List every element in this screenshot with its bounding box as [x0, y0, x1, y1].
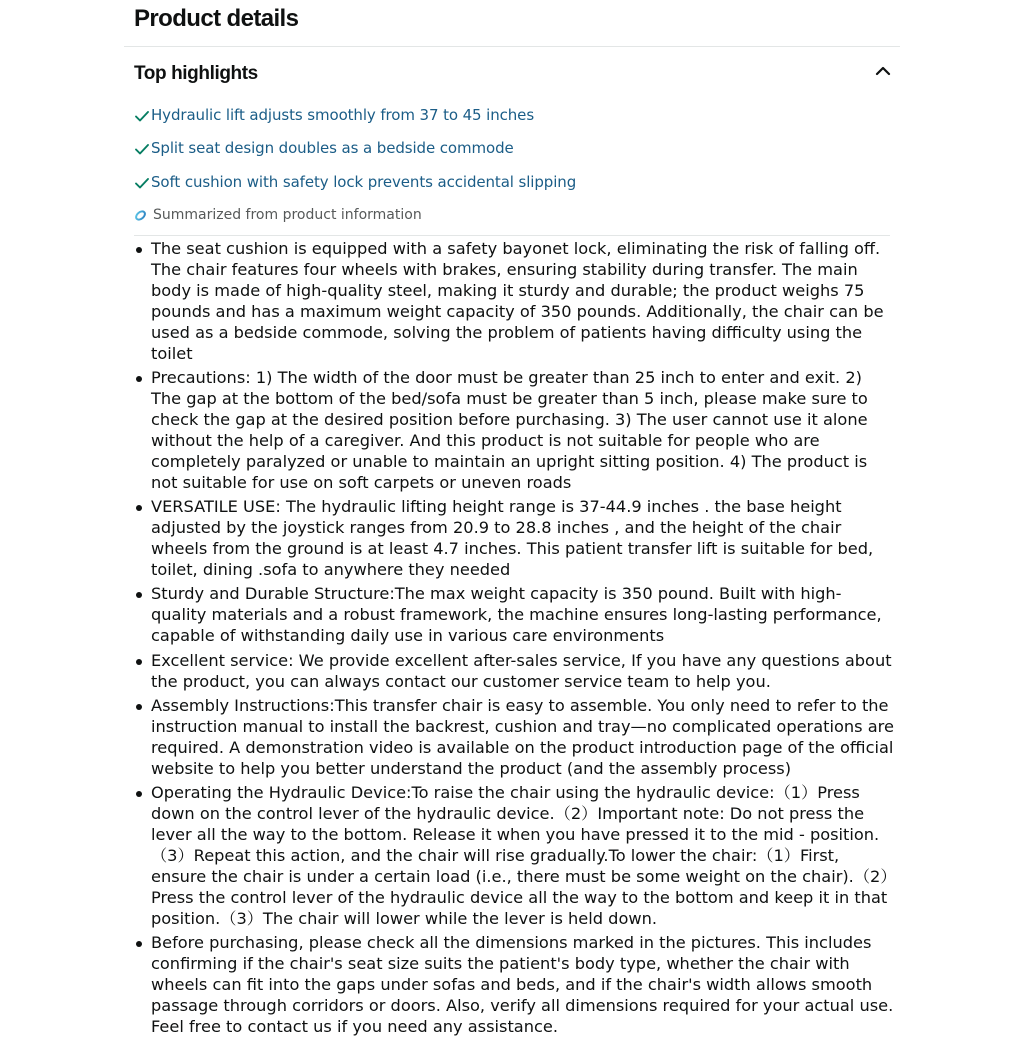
feature-bullet-text: The seat cushion is equipped with a safety bayonet lock, eliminating the risk of falling off. The chair features four wheels with brakes, ensuring stability during transfer. The main body is made of high-quality steel, making it sturdy and durable; the product weighs 75 pounds and has a maximum weight capacity of 350 pounds. Additionally, the chair can be used as a bedside commode, solving the problem of patients having difficulty using the toilet [151, 239, 884, 363]
highlight-item [134, 137, 894, 170]
checkmark-icon [134, 108, 150, 124]
highlight-text: Split seat design doubles as a bedside commode [151, 139, 514, 158]
top-highlights-toggle[interactable] [134, 60, 894, 90]
page-title: Product details [134, 5, 299, 32]
feature-bullet-text: Assembly Instructions:This transfer chair is easy to assemble. You only need to refer to the instruction manual to install the backrest, cushion and tray—no complicated operations are required. A demonstration video is available on the product introduction page of the official website to help you better understand the product (and the assembly process) [151, 696, 894, 778]
bullet-dot [136, 247, 142, 253]
feature-bullet [134, 933, 894, 1038]
feature-bullet [134, 696, 894, 780]
bullet-dot [136, 376, 142, 382]
top-highlights-title: Top highlights [134, 63, 258, 84]
feature-bullet-text: Sturdy and Durable Structure:The max weight capacity is 350 pound. Built with high-quality materials and a robust framework, the machine ensures long-lasting performance, capable of withstanding daily use in various care environments [151, 584, 882, 646]
feature-bullet-text: Operating the Hydraulic Device:To raise the chair using the hydraulic device:（1）Press down on the control lever of the hydraulic device.（2）Important note: Do not press the lever all the way to the bottom. Release it when you have pressed it to the mid - position.（3）Repeat this action, and the chair will rise gradually.To lower the chair:（1）First, ensure the chair is under a certain load (i.e., there must be some weight on the chair).（2）Press the control lever of the hydraulic device all the way to the bottom and keep it in that position.（3）The chair will lower while the lever is held down. [151, 783, 889, 928]
bullet-dot [136, 791, 142, 797]
highlight-text: Soft cushion with safety lock prevents accidental slipping [151, 172, 577, 191]
ai-sparkle-icon [134, 209, 147, 222]
bullet-dot [136, 505, 142, 511]
section-divider [134, 235, 890, 236]
checkmark-icon [134, 141, 150, 157]
feature-bullet [134, 239, 894, 364]
highlight-item [134, 171, 894, 204]
section-divider [124, 46, 900, 47]
bullet-dot [136, 941, 142, 947]
feature-bullet-text: VERSATILE USE: The hydraulic lifting height range is 37-44.9 inches . the base height adjusted by the joystick ranges from 20.9 to 28.8 inches , and the height of the chair wheels from the ground is at least 4.7 inches. This patient transfer lift is suitable for bed, toilet, dining .sofa to anywhere they needed [151, 497, 874, 579]
feature-bullet-list [134, 239, 894, 1041]
feature-bullet [134, 783, 894, 929]
feature-bullet [134, 651, 894, 693]
feature-bullet-text: Excellent service: We provide excellent after-sales service, If you have any questions about the product, you can always contact our customer service team to help you. [151, 650, 892, 691]
feature-bullet [134, 368, 894, 493]
feature-bullet-text: Before purchasing, please check all the dimensions marked in the pictures. This includes confirming if the chair's seat size suits the patient's body type, whether the chair with wheels can fit into the gaps under sofas and beds, and if the chair's width allows smooth passage through corridors or doors. Also, verify all dimensions required for your actual use. Feel free to contact us if you need any assistance. [151, 933, 894, 1036]
feature-bullet-text: Precautions: 1) The width of the door must be greater than 25 inch to enter and exit. 2) The gap at the bottom of the bed/sofa must be greater than 5 inch, please make sure to check the gap at the desired position before purchasing. 3) The user cannot use it alone without the help of a caregiver. And this product is not suitable for people who are completely paralyzed or unable to maintain an upright sitting position. 4) The product is not suitable for use on soft carpets or uneven roads [151, 368, 868, 492]
highlight-text: Hydraulic lift adjusts smoothly from 37 to 45 inches [151, 106, 535, 124]
highlight-item [134, 104, 894, 137]
feature-bullet [134, 497, 894, 581]
bullet-dot [136, 704, 142, 710]
highlight-list [134, 104, 894, 204]
summary-text: Summarized from product information [153, 207, 422, 223]
feature-bullet [134, 584, 894, 647]
checkmark-icon [134, 175, 150, 191]
bullet-dot [136, 592, 142, 598]
ai-summary-note [134, 204, 422, 226]
bullet-dot [136, 659, 142, 665]
chevron-up-icon[interactable] [874, 62, 892, 80]
